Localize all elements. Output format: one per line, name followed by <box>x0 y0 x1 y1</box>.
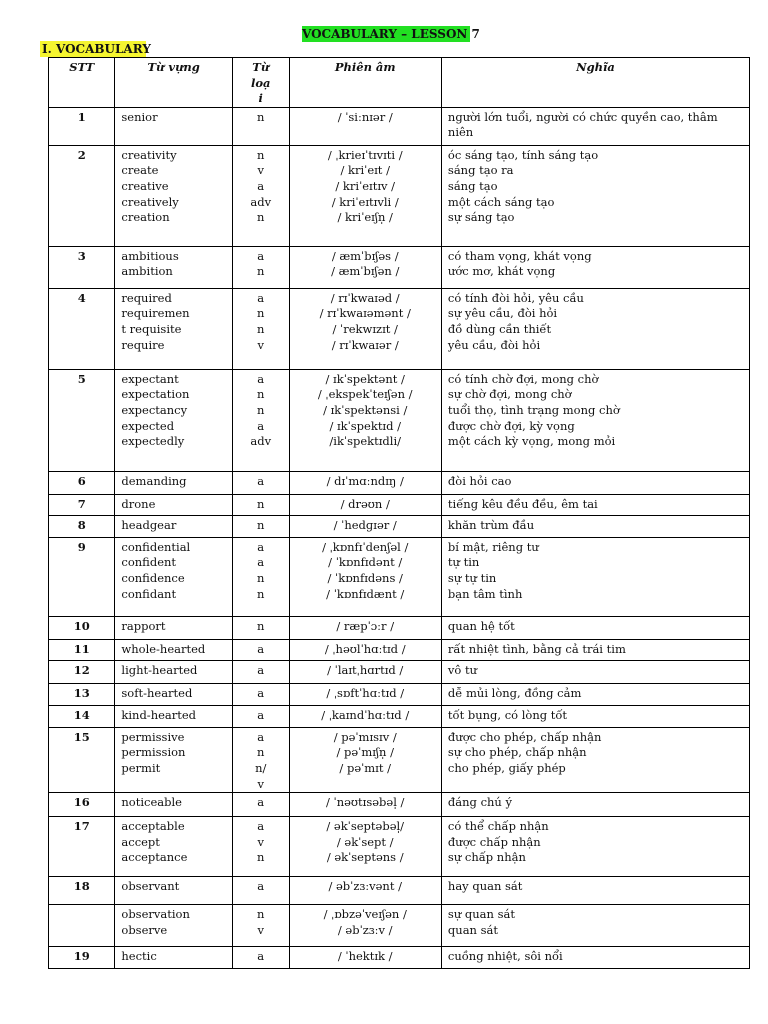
word-line: senior <box>121 109 158 124</box>
pos-line: a <box>257 641 265 656</box>
meaning-cell <box>441 639 749 660</box>
word-line: observation <box>121 907 190 922</box>
meaning-line: sự cho phép, chấp nhận <box>447 745 587 760</box>
meaning-line: tự tin <box>447 555 480 570</box>
stt-cell: 6 <box>49 471 115 494</box>
meaning-cell <box>441 793 749 817</box>
ipa-line: / ɪkˈspektənsi / <box>323 402 408 417</box>
ipa-line: /ikˈspektɪdli/ <box>329 434 402 449</box>
ipa-line: / kriˈeɪtɪv / <box>335 178 396 193</box>
ipa-line: / ˈhektɪk / <box>337 949 393 964</box>
pos-line: a <box>257 949 265 964</box>
lesson-title: VOCABULARY – LESSON 7 <box>302 27 480 41</box>
ipa-cell <box>289 515 441 537</box>
word-line: permit <box>121 760 161 775</box>
meaning-cell <box>441 494 749 515</box>
ipa-line: / pəˈmɪʃn̩ / <box>336 745 394 760</box>
word-line: t requisite <box>121 321 182 336</box>
ipa-line: / æmˈbɪʃən / <box>331 264 400 279</box>
table-row <box>49 947 750 969</box>
word-line: creation <box>121 210 170 225</box>
meaning-cell <box>441 369 749 471</box>
stt-cell: 9 <box>49 537 115 616</box>
pos-cell <box>232 660 289 683</box>
word-line: required <box>121 290 172 305</box>
pos-cell <box>232 639 289 660</box>
pos-line: n/ <box>255 760 267 775</box>
ipa-line: / əbˈzɜːvənt / <box>328 879 402 894</box>
ipa-line: / rɪˈkwaɪəmənt / <box>319 306 411 321</box>
meaning-line: sự quan sát <box>447 907 515 922</box>
pos-line: n <box>257 402 265 417</box>
meaning-cell <box>441 660 749 683</box>
stt-cell: 15 <box>49 727 115 792</box>
meaning-line: rất nhiệt tình, bằng cả trái tim <box>447 641 626 656</box>
ipa-line: / kriˈeɪʃn̩ / <box>337 210 393 225</box>
stt-cell: 12 <box>49 660 115 683</box>
pos-line: n <box>257 570 265 585</box>
pos-line: n <box>257 264 265 279</box>
header-meaning: Nghĩa <box>441 58 749 108</box>
meaning-line: cuồng nhiệt, sôi nổi <box>447 949 563 964</box>
header-stt: STT <box>49 58 115 108</box>
ipa-line: / ɪkˈspektɪd / <box>329 418 402 433</box>
section-heading: I. VOCABULARY <box>42 42 151 56</box>
meaning-line: quan hệ tốt <box>447 618 515 633</box>
pos-line: a <box>257 473 265 488</box>
ipa-line: / əbˈzɜːv / <box>337 922 393 937</box>
ipa-line: / ˈrekwɪzɪt / <box>332 321 398 336</box>
word-cell <box>115 537 233 616</box>
pos-line: a <box>257 795 265 810</box>
word-cell <box>115 905 233 947</box>
meaning-cell <box>441 246 749 288</box>
table-row <box>49 660 750 683</box>
ipa-cell <box>289 683 441 705</box>
ipa-cell <box>289 639 441 660</box>
ipa-line: / rɪˈkwaɪəd / <box>330 290 400 305</box>
word-line: acceptance <box>121 850 188 865</box>
meaning-line: quan sát <box>447 922 498 937</box>
ipa-line: / ˌekspekˈteɪʃən / <box>317 387 413 402</box>
word-line: whole-hearted <box>121 641 206 656</box>
ipa-line: / əkˈseptəbəl̩/ <box>326 819 405 834</box>
table-row <box>49 616 750 639</box>
word-line: noticeable <box>121 795 182 810</box>
pos-line: n <box>257 496 265 511</box>
pos-line: n <box>257 306 265 321</box>
ipa-cell <box>289 246 441 288</box>
pos-line: a <box>257 539 265 554</box>
pos-line: a <box>257 819 265 834</box>
word-line: headgear <box>121 517 177 532</box>
word-cell <box>115 947 233 969</box>
ipa-line: / əkˈsept / <box>336 834 394 849</box>
header-row <box>49 58 750 108</box>
pos-line: n <box>257 586 265 601</box>
meaning-cell <box>441 817 749 877</box>
word-cell <box>115 877 233 905</box>
ipa-line: / kriˈeɪt / <box>340 163 390 178</box>
word-cell <box>115 683 233 705</box>
table-row <box>49 683 750 705</box>
word-cell <box>115 660 233 683</box>
table-row <box>49 145 750 246</box>
word-cell <box>115 817 233 877</box>
meaning-line: đáng chú ý <box>447 795 512 810</box>
ipa-line: / ræpˈɔːr / <box>336 618 395 633</box>
ipa-line: / dɪˈmɑːndɪŋ / <box>326 473 404 488</box>
meaning-line: yêu cầu, đòi hỏi <box>447 337 541 352</box>
word-cell <box>115 145 233 246</box>
pos-line: n <box>257 850 265 865</box>
table-row <box>49 369 750 471</box>
ipa-line: / ˌkɒnfɪˈdenʃəl / <box>322 539 409 554</box>
table-row <box>49 537 750 616</box>
header-pos <box>232 58 289 108</box>
pos-line: a <box>257 248 265 263</box>
table-row <box>49 107 750 145</box>
ipa-cell <box>289 616 441 639</box>
meaning-line: được cho phép, chấp nhận <box>447 729 602 744</box>
word-line: kind-hearted <box>121 707 197 722</box>
meaning-line: sự chấp nhận <box>447 850 526 865</box>
stt-cell: 10 <box>49 616 115 639</box>
pos-cell <box>232 877 289 905</box>
word-line: permissive <box>121 729 185 744</box>
pos-line: a <box>257 555 265 570</box>
header-ipa: Phiên âm <box>289 58 441 108</box>
ipa-cell <box>289 727 441 792</box>
word-cell <box>115 369 233 471</box>
ipa-line: / ˌkaɪndˈhɑːtɪd / <box>321 707 410 722</box>
meaning-cell <box>441 727 749 792</box>
table-row <box>49 817 750 877</box>
meaning-line: cho phép, giấy phép <box>447 760 566 775</box>
meaning-line: đồ dùng cần thiết <box>447 321 552 336</box>
pos-cell <box>232 616 289 639</box>
ipa-line: / ɪkˈspektənt / <box>325 371 405 386</box>
ipa-line: / drəʊn / <box>340 496 390 511</box>
meaning-cell <box>441 537 749 616</box>
pos-line: n <box>257 147 265 162</box>
word-line: creativity <box>121 147 177 162</box>
stt-cell: 16 <box>49 793 115 817</box>
table-row <box>49 471 750 494</box>
word-cell <box>115 639 233 660</box>
word-cell <box>115 727 233 792</box>
header-pos-label: Từ loại <box>250 60 271 106</box>
ipa-cell <box>289 705 441 727</box>
pos-line: v <box>257 776 264 791</box>
meaning-cell <box>441 683 749 705</box>
word-line: creatively <box>121 194 179 209</box>
word-line: drone <box>121 496 156 511</box>
meaning-line: sự tự tin <box>447 570 497 585</box>
ipa-line: / əkˈseptəns / <box>326 850 404 865</box>
pos-cell <box>232 537 289 616</box>
ipa-line: / ˈkɒnfɪdəns / <box>327 570 403 585</box>
meaning-line: khăn trùm đầu <box>447 517 535 532</box>
word-line: confidential <box>121 539 191 554</box>
pos-line: v <box>257 337 264 352</box>
meaning-line: tiếng kêu đều đều, êm tai <box>447 496 598 511</box>
word-line: require <box>121 337 165 352</box>
word-line: observe <box>121 922 168 937</box>
meaning-line: người lớn tuổi, người có chức quyền cao, thâm niên <box>447 109 718 140</box>
meaning-cell <box>441 877 749 905</box>
ipa-line: / ˌsɒftˈhɑːtɪd / <box>326 685 405 700</box>
table-row <box>49 288 750 369</box>
word-cell <box>115 616 233 639</box>
word-line: create <box>121 163 159 178</box>
table-row <box>49 494 750 515</box>
meaning-line: có tính đòi hỏi, yêu cầu <box>447 290 584 305</box>
meaning-line: óc sáng tạo, tính sáng tạo <box>447 147 599 162</box>
pos-line: a <box>257 290 265 305</box>
word-cell <box>115 793 233 817</box>
pos-cell <box>232 793 289 817</box>
meaning-line: có tính chờ đợi, mong chờ <box>447 371 599 386</box>
ipa-line: / ˈhedɡɪər / <box>333 517 397 532</box>
ipa-line: / ˈlaɪtˌhɑrtɪd / <box>327 662 404 677</box>
stt-cell: 7 <box>49 494 115 515</box>
meaning-line: sáng tạo ra <box>447 163 514 178</box>
pos-line: v <box>257 834 264 849</box>
meaning-line: ước mơ, khát vọng <box>447 264 556 279</box>
word-line: ambitious <box>121 248 179 263</box>
meaning-cell <box>441 107 749 145</box>
meaning-line: tuổi thọ, tình trạng mong chờ <box>447 402 620 417</box>
word-line: expectedly <box>121 434 185 449</box>
word-line: expectancy <box>121 402 188 417</box>
stt-cell: 13 <box>49 683 115 705</box>
word-cell <box>115 246 233 288</box>
meaning-line: hay quan sát <box>447 879 523 894</box>
pos-cell <box>232 494 289 515</box>
meaning-line: có thể chấp nhận <box>447 819 549 834</box>
meaning-line: sự yêu cầu, đòi hỏi <box>447 306 558 321</box>
stt-cell: 11 <box>49 639 115 660</box>
meaning-line: được chờ đợi, kỳ vọng <box>447 418 575 433</box>
word-cell <box>115 494 233 515</box>
ipa-cell <box>289 817 441 877</box>
table-row <box>49 639 750 660</box>
ipa-cell <box>289 660 441 683</box>
meaning-cell <box>441 288 749 369</box>
word-line: observant <box>121 879 180 894</box>
pos-line: n <box>257 517 265 532</box>
pos-line: n <box>257 745 265 760</box>
pos-line: a <box>257 662 265 677</box>
pos-cell <box>232 288 289 369</box>
meaning-line: sự chờ đợi, mong chờ <box>447 387 572 402</box>
ipa-cell <box>289 793 441 817</box>
pos-cell <box>232 369 289 471</box>
stt-cell: 19 <box>49 947 115 969</box>
meaning-line: bí mật, riêng tư <box>447 539 539 554</box>
meaning-line: dễ mủi lòng, đồng cảm <box>447 685 582 700</box>
ipa-line: / pəˈmɪt / <box>339 760 392 775</box>
ipa-line: / rɪˈkwaɪər / <box>331 337 399 352</box>
meaning-line: vô tư <box>447 662 478 677</box>
pos-line: adv <box>250 434 272 449</box>
table-row <box>49 515 750 537</box>
pos-line: a <box>257 178 265 193</box>
pos-cell <box>232 145 289 246</box>
word-line: confidence <box>121 570 185 585</box>
pos-line: a <box>257 418 265 433</box>
ipa-line: / ˈkɒnfɪdænt / <box>326 586 405 601</box>
ipa-cell <box>289 537 441 616</box>
pos-line: v <box>257 163 264 178</box>
pos-line: n <box>257 618 265 633</box>
ipa-line: / pəˈmɪsɪv / <box>333 729 397 744</box>
word-line: expected <box>121 418 175 433</box>
table-row <box>49 727 750 792</box>
meaning-line: có tham vọng, khát vọng <box>447 248 592 263</box>
pos-line: n <box>257 387 265 402</box>
pos-line: a <box>257 371 265 386</box>
word-line: expectation <box>121 387 190 402</box>
pos-line: adv <box>250 194 272 209</box>
ipa-cell <box>289 877 441 905</box>
pos-cell <box>232 515 289 537</box>
vocabulary-table <box>48 57 750 969</box>
ipa-line: / ˈnəʊtɪsəbəl̩ / <box>326 795 405 810</box>
ipa-cell <box>289 288 441 369</box>
ipa-cell <box>289 947 441 969</box>
stt-cell: 1 <box>49 107 115 145</box>
table-row <box>49 793 750 817</box>
ipa-cell <box>289 107 441 145</box>
word-line: requiremen <box>121 306 190 321</box>
ipa-cell <box>289 494 441 515</box>
stt-cell: 8 <box>49 515 115 537</box>
word-line: light-hearted <box>121 662 198 677</box>
ipa-cell <box>289 369 441 471</box>
word-line: creative <box>121 178 169 193</box>
meaning-line: một cách sáng tạo <box>447 194 555 209</box>
ipa-cell <box>289 145 441 246</box>
word-cell <box>115 471 233 494</box>
meaning-line: bạn tâm tình <box>447 586 523 601</box>
pos-line: n <box>257 210 265 225</box>
meaning-cell <box>441 515 749 537</box>
meaning-line: một cách kỳ vọng, mong mỏi <box>447 434 616 449</box>
meaning-line: được chấp nhận <box>447 834 541 849</box>
word-cell <box>115 107 233 145</box>
meaning-cell <box>441 471 749 494</box>
pos-cell <box>232 246 289 288</box>
meaning-cell <box>441 947 749 969</box>
stt-cell: 14 <box>49 705 115 727</box>
word-cell <box>115 705 233 727</box>
stt-cell: 18 <box>49 877 115 905</box>
meaning-cell <box>441 616 749 639</box>
pos-line: n <box>257 907 265 922</box>
pos-cell <box>232 107 289 145</box>
pos-cell <box>232 905 289 947</box>
table-row <box>49 246 750 288</box>
pos-line: a <box>257 879 265 894</box>
ipa-line: / kriˈeɪtɪvli / <box>331 194 399 209</box>
pos-line: a <box>257 707 265 722</box>
pos-line: a <box>257 729 265 744</box>
ipa-cell <box>289 905 441 947</box>
word-line: confident <box>121 555 177 570</box>
word-line: ambition <box>121 264 173 279</box>
stt-cell: 4 <box>49 288 115 369</box>
word-cell <box>115 515 233 537</box>
word-line: demanding <box>121 473 187 488</box>
word-line: permission <box>121 745 186 760</box>
word-line: accept <box>121 834 160 849</box>
meaning-line: sự sáng tạo <box>447 210 515 225</box>
meaning-line: đòi hỏi cao <box>447 473 512 488</box>
ipa-cell <box>289 471 441 494</box>
pos-line: a <box>257 685 265 700</box>
meaning-cell <box>441 905 749 947</box>
word-line: hectic <box>121 949 157 964</box>
word-line: rapport <box>121 618 166 633</box>
pos-line: n <box>257 109 265 124</box>
meaning-line: tốt bụng, có lòng tốt <box>447 707 568 722</box>
table-row <box>49 905 750 947</box>
table-row <box>49 877 750 905</box>
pos-cell <box>232 705 289 727</box>
table-row <box>49 705 750 727</box>
word-cell <box>115 288 233 369</box>
meaning-line: sáng tạo <box>447 178 498 193</box>
ipa-line: / ˈsiːnɪər / <box>337 109 393 124</box>
pos-cell <box>232 471 289 494</box>
meaning-cell <box>441 145 749 246</box>
word-line: acceptable <box>121 819 185 834</box>
stt-cell: 2 <box>49 145 115 246</box>
stt-cell: 17 <box>49 817 115 877</box>
ipa-line: / ˌɒbzəˈveɪʃən / <box>323 907 407 922</box>
word-line: soft-hearted <box>121 685 193 700</box>
stt-cell <box>49 905 115 947</box>
ipa-line: / æmˈbɪʃəs / <box>331 248 399 263</box>
word-line: expectant <box>121 371 179 386</box>
pos-cell <box>232 947 289 969</box>
ipa-line: / ˌhəʊlˈhɑːtɪd / <box>324 641 406 656</box>
ipa-line: / ˌkrieɪˈtɪvɪti / <box>327 147 403 162</box>
stt-cell: 5 <box>49 369 115 471</box>
pos-cell <box>232 727 289 792</box>
ipa-line: / ˈkɒnfɪdənt / <box>328 555 403 570</box>
header-word: Từ vựng <box>115 58 233 108</box>
pos-cell <box>232 683 289 705</box>
pos-line: n <box>257 321 265 336</box>
word-line: confidant <box>121 586 177 601</box>
pos-cell <box>232 817 289 877</box>
pos-line: v <box>257 922 264 937</box>
meaning-cell <box>441 705 749 727</box>
stt-cell: 3 <box>49 246 115 288</box>
